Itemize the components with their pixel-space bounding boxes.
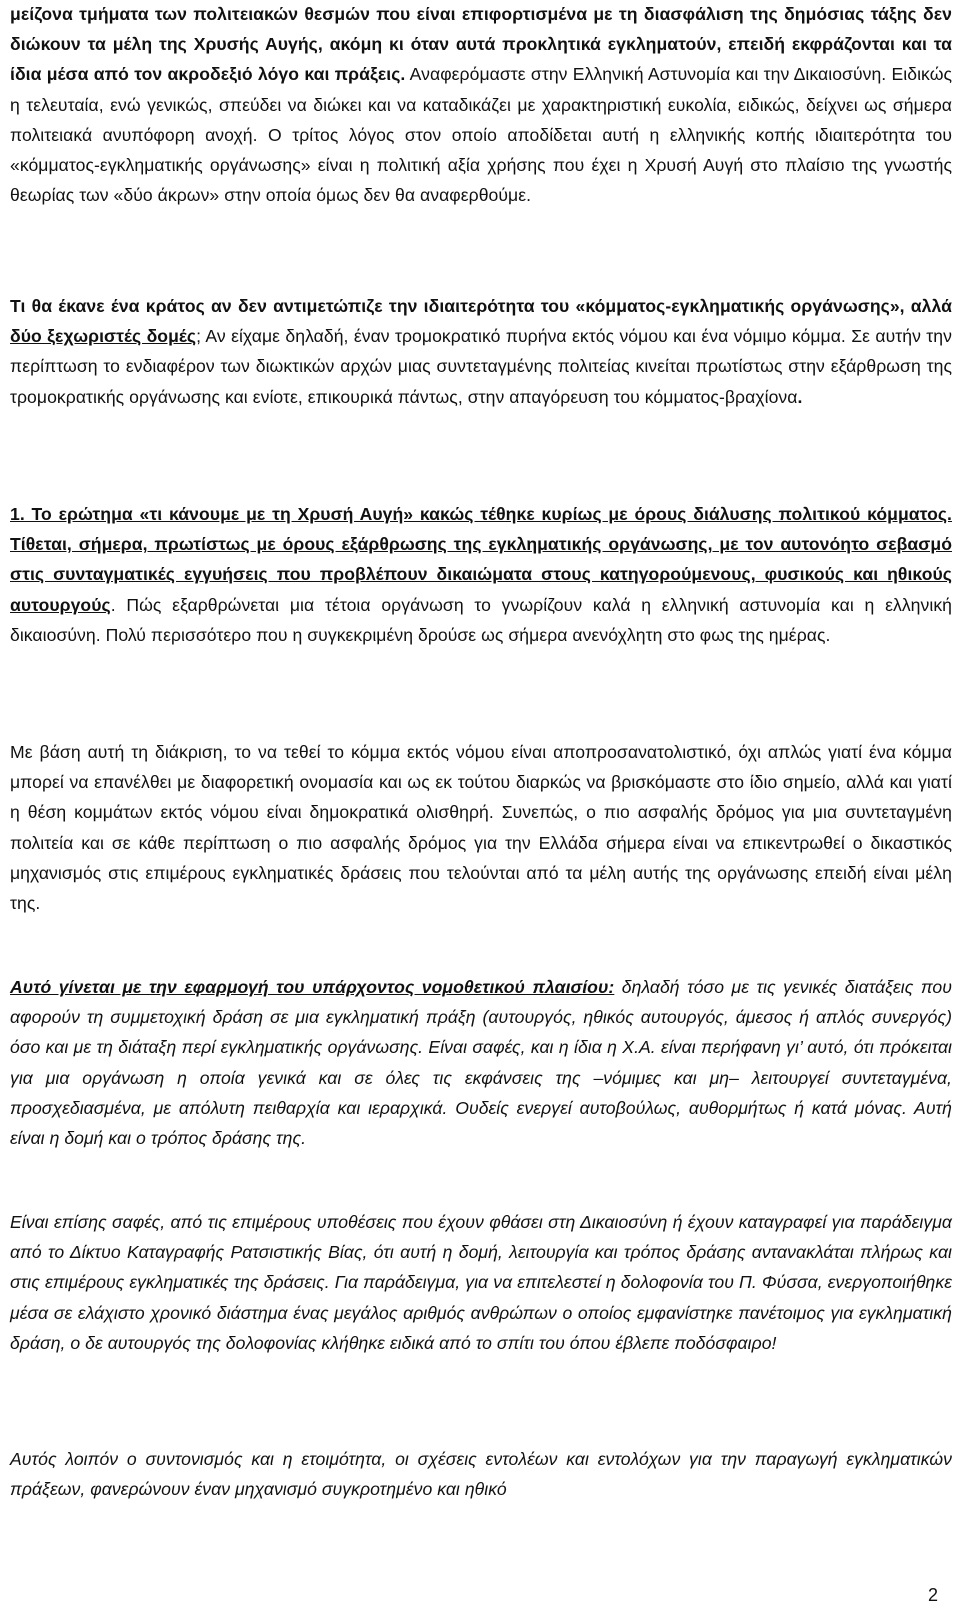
paragraph-text: . Πώς εξαρθρώνεται μια τέτοια οργάνωση το γνωρίζουν καλά η ελληνική αστυνομία και η ελληνική δικαιοσύνη. Πολύ περισσότερο που η συγκεκριμένη δρούσε ως σήμερα ανενόχλητη στο φως της ημέρας. — [10, 594, 952, 645]
paragraph-italic-text: Αυτός λοιπόν ο συντονισμός και η ετοιμότητα, οι σχέσεις εντολέων και εντολόχων για την παραγωγή εγκληματικών πράξεων, φανερώνουν έναν μηχανισμό συγκροτημένο και ηθικό — [10, 1449, 952, 1500]
paragraph-point-one — [10, 499, 952, 650]
paragraph-text: Αναφερόμαστε στην Ελληνική Αστυνομία και την Δικαιοσύνη. Ειδικώς η τελευταία, ενώ γενικώς, σπεύδει να διώκει και να καταδικάζει με χαρακτηριστική ευκολία, ειδικώς, δείχνει ως σήμερα πολιτειακά ανυπόφορη ανοχή. Ο τρίτος λόγος στον οποίο αποδίδεται αυτή η ελληνικής κοπής ιδιαιτερότητα του «κόμματος-εγκληματικής οργάνωσης» είναι η πολιτική αξία χρήσης που έχει η Χρυσή Αυγή στο πλαίσιο της γνωστής θεωρίας των «δύο άκρων» στην οποία όμως δεν θα αναφερθούμε. — [10, 64, 953, 206]
paragraph-legal-framework — [10, 972, 952, 1153]
paragraph-bold-underlined-text: 1. Το ερώτημα «τι κάνουμε με τη Χρυσή Αυγή» κακώς τέθηκε κυρίως με όρους διάλυσης πολιτικού κόμματος. Τίθεται, σήμερα, πρωτίστως με όρους εξάρθρωσης της εγκληματικής οργάνωσης, με τον αυτονόητο σεβασμό στις συνταγματικές εγγυήσεις που προβλέπουν δικαιώματα στους κατηγορούμενους, φυσικούς και ηθικούς αυτουργούς — [10, 504, 952, 615]
paragraph-italic-text: Είναι επίσης σαφές, από τις επιμέρους υποθέσεις που έχουν φθάσει στη Δικαιοσύνη ή έχουν καταγραφεί για παράδειγμα από το Δίκτυο Καταγραφής Ρατσιστικής Βίας, ότι αυτή η δομή, λειτουργία και τρόπος δράσης αντανακλάται πλήρως και στις επιμέρους εγκληματικές της δράσεις. Για παράδειγμα, για να επιτελεστεί η δολοφονία του Π. Φύσσα, ενεργοποιήθηκε μέσα σε ελάχιστο χρονικό διάστημα ένας μεγάλος αριθμός ανθρώπων ο οποίος εμφανίστηκε πανέτοιμος για εγκληματική δράση, ο δε αυτουργός της δολοφονίας κλήθηκε ειδικά από το σπίτι του όπου έβλεπε ποδόσφαιρο! — [10, 1212, 952, 1353]
page-number: 2 — [927, 1585, 938, 1605]
paragraph-text: Με βάση αυτή τη διάκριση, το να τεθεί το κόμμα εκτός νόμου είναι αποπροσανατολιστικό, όχι απλώς γιατί ένα κόμμα μπορεί να επανέλθει με διαφορετική ονομασία και ως εκ τούτου διαρκώς να βρισκόμαστε στο ίδιο σημείο, αλλά και γιατί η θέση κομμάτων εκτός νόμου είναι δημοκρατικά ολισθηρή. Συνεπώς, ο πιο ασφαλής δρόμος για μια συντεταγμένη πολιτεία και σε κάθε περίπτωση ο πιο ασφαλής δρόμος για την Ελλάδα σήμερα είναι να επικεντρωθεί ο δικαστικός μηχανισμός στις επιμέρους εγκληματικές δράσεις που τελούνται από τα μέλη αυτής της οργάνωσης επειδή είναι μέλη της. — [10, 742, 952, 914]
paragraph-bold-italic-underlined-text: Αυτό γίνεται με την εφαρμογή του υπάρχοντος νομοθετικού πλαισίου: — [10, 977, 615, 997]
paragraph-italic-text: δηλαδή τόσο με τις γενικές διατάξεις που αφορούν τη συμμετοχική δράση σε μια εγκληματική πράξη (αυτουργός, ηθικός αυτουργός, άμεσος ή απλός συνεργός) όσο και με τη διάταξη περί εγκληματικής οργάνωσης. Είναι σαφές, και η ίδια η Χ.Α. είναι περήφανη γι’ αυτό, ότι πρόκειται για μια οργάνωση η οποία γενικά και σε όλες τις εκφάνσεις της –νόμιμες και μη– λειτουργεί συντεταγμένα, προσχεδιασμένα, με απόλυτη πειθαρχία και ιεραρχικά. Ουδείς ενεργεί αυτοβούλως, αυθορμήτως ή κατά μόνας. Αυτή είναι η δομή και ο τρόπος δράσης της. — [10, 977, 952, 1149]
paragraph-text: ; Αν είχαμε δηλαδή, έναν τρομοκρατικό πυρήνα εκτός νόμου και ένα νόμιμο κόμμα. Σε αυτήν την περίπτωση το ενδιαφέρον των διωκτικών αρχών μιας συντεταγμένης πολιτείας κινείται πρωτίστως στην εξάρθρωση της τρομοκρατικής οργάνωσης και ενίοτε, επικουρικά πάντως, στην απαγόρευση του κόμματος-βραχίονα — [10, 326, 952, 407]
paragraph-distinction — [10, 737, 952, 918]
paragraph-coordination — [10, 1444, 952, 1504]
paragraph-bold-underlined-text: δύο ξεχωριστές δομές — [10, 326, 197, 347]
paragraph-bold-text: μείζονα τμήματα των πολιτειακών θεσμών που είναι επιφορτισμένα με τη διασφάλιση της δημόσιας τάξης δεν διώκουν τα μέλη της Χρυσής Αυγής, ακόμη κι όταν αυτά προκλητικά εγκληματούν, επειδή εκφράζονται και τα ίδια μέσα από τον ακροδεξιό λόγο και πράξεις. — [10, 4, 952, 85]
paragraph-two-structures — [10, 291, 952, 412]
paragraph-bold-text: Τι θα έκανε ένα κράτος αν δεν αντιμετώπιζε την ιδιαιτερότητα του «κόμματος-εγκληματικής οργάνωσης», αλλά — [10, 296, 952, 316]
paragraph-continuation — [10, 0, 952, 210]
paragraph-bold-period: . — [797, 386, 803, 407]
paragraph-cases — [10, 1207, 952, 1358]
